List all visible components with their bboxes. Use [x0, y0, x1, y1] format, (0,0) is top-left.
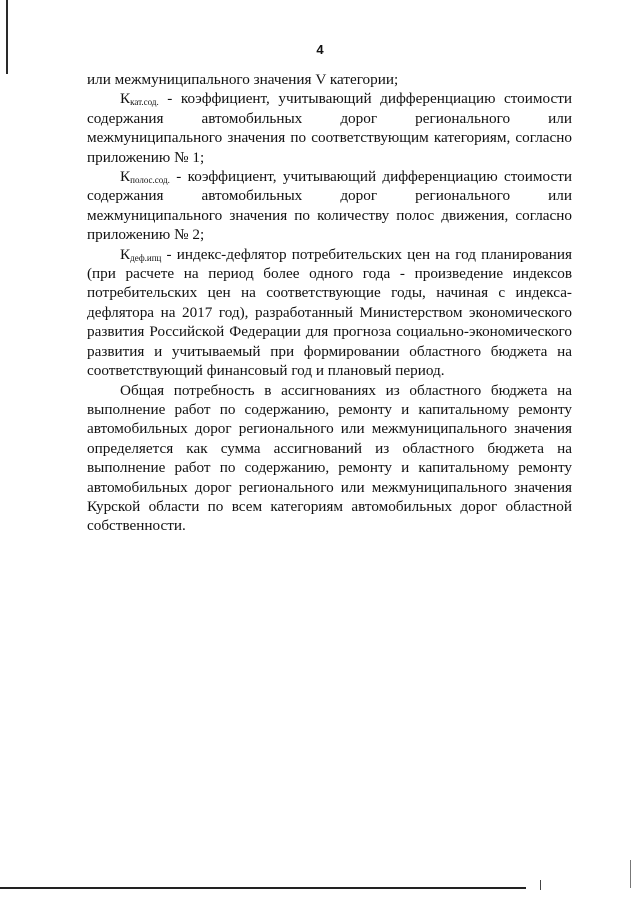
- k-deflator-text: - индекс-дефлятор потребительских цен на год планирования (при расчете на период более одного года - произведение индексов потребительских цен на соответствующие годы, начиная с индекса-дефлятора на 2017 год), разработанный Министерством экономического развития Российской Федерации для прогноза социально-экономического развития и учитываемый при формировании областного бюджета на соответствующий финансовый год и плановый период.: [87, 245, 572, 380]
- document-body: [87, 70, 572, 536]
- paragraph-k-deflator: [87, 245, 572, 381]
- scan-edge-right: [630, 860, 631, 888]
- k-lanes-subscript: полос.сод.: [130, 175, 170, 186]
- scan-edge-left: [6, 0, 8, 74]
- paragraph-k-lanes: [87, 167, 572, 245]
- k-cat-text: - коэффициент, учитывающий дифференциацию стоимости содержания автомобильных дорог регионального или межмуниципального значения по соответствующим категориям, согласно приложению № 1;: [87, 90, 572, 166]
- k-cat-subscript: кат.сод.: [130, 97, 159, 108]
- scan-bottom-tick: [540, 880, 541, 890]
- k-deflator-symbol: К: [120, 245, 131, 263]
- intro-line: или межмуниципального значения V категории;: [87, 71, 399, 88]
- paragraph-total-need: Общая потребность в ассигнованиях из областного бюджета на выполнение работ по содержанию, ремонту и капитальному ремонту автомобильных дорог регионального или межмуниципального значения определяется как сумма ассигнований из областного бюджета на выполнение работ по содержанию, ремонту и капитальному ремонту автомобильных дорог регионального или межмуниципального значения Курской области по всем категориям автомобильных дорог областной собственности.: [87, 381, 572, 535]
- k-lanes-symbol: К: [120, 168, 131, 186]
- k-deflator-subscript: деф.ипц: [130, 252, 162, 263]
- page-number: 4: [316, 42, 324, 57]
- k-cat-symbol: К: [120, 90, 131, 108]
- k-lanes-text: - коэффициент, учитывающий дифференциацию стоимости содержания автомобильных дорог регионального или межмуниципального значения по количеству полос движения, согласно приложению № 2;: [87, 168, 572, 244]
- paragraph-k-cat: [87, 89, 572, 167]
- scan-bottom-line: [0, 887, 526, 889]
